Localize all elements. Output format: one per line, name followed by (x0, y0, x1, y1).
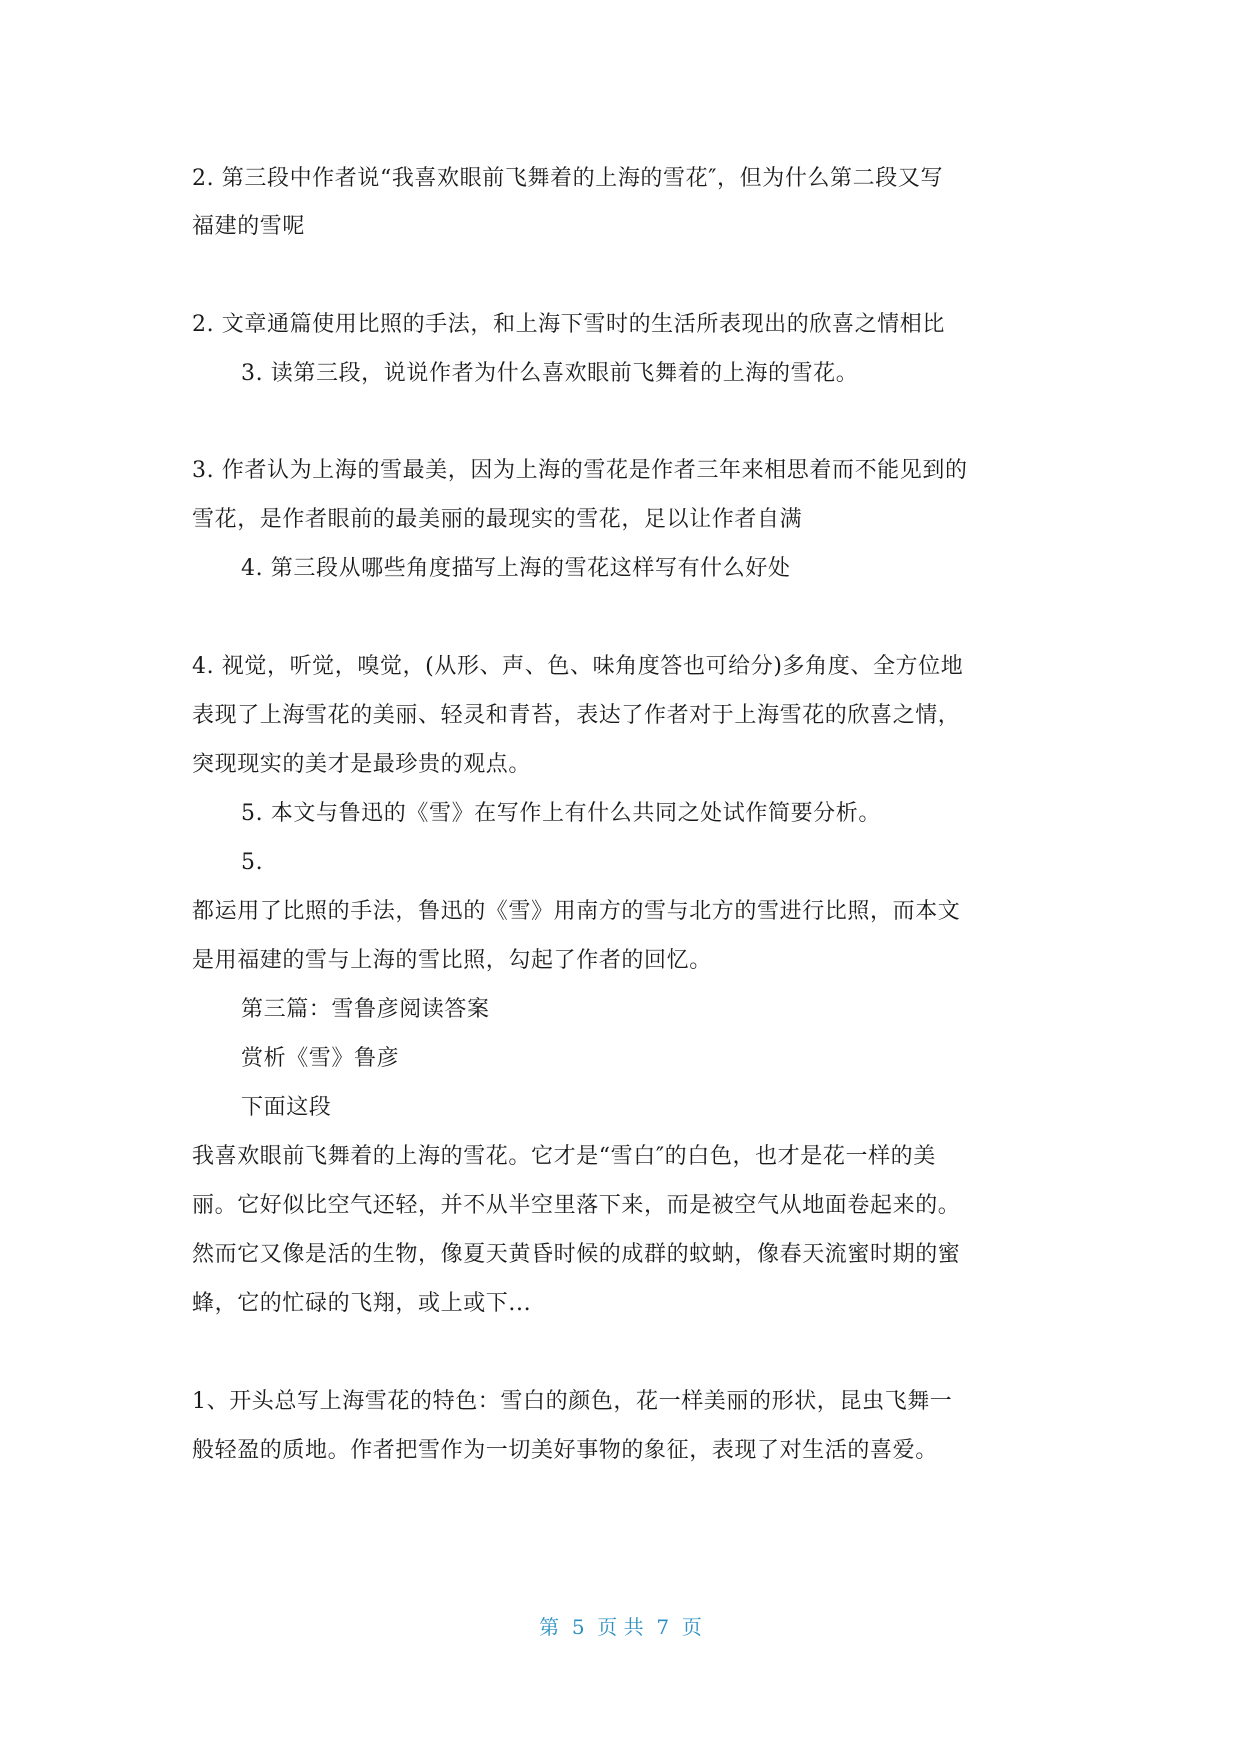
paragraph-line: 我喜欢眼前飞舞着的上海的雪花。它才是“雪白″的白色，也才是花一样的美 (192, 1144, 936, 1169)
paragraph-line: 表现了上海雪花的美丽、轻灵和青苔，表达了作者对于上海雪花的欣喜之情， (192, 703, 961, 728)
answer-number: 5. (241, 850, 264, 875)
paragraph-line: 福建的雪呢 (192, 214, 306, 239)
paragraph-line: 蜂，它的忙碌的飞翔，或上或下... (192, 1291, 532, 1316)
section-title: 第三篇：雪鲁彦阅读答案 (241, 997, 490, 1022)
paragraph-line: 4. 视觉，听觉，嗅觉，(从形、声、色、味角度答也可给分)多角度、全方位地 (192, 654, 964, 679)
paragraph-line: 2. 第三段中作者说“我喜欢眼前飞舞着的上海的雪花″，但为什么第二段又写 (192, 166, 944, 191)
paragraph-line: 都运用了比照的手法，鲁迅的《雪》用南方的雪与北方的雪进行比照，而本文 (192, 899, 961, 924)
paragraph-line: 然而它又像是活的生物，像夏天黄昏时候的成群的蚊蚋，像春天流蜜时期的蜜 (192, 1242, 961, 1267)
paragraph-line: 是用福建的雪与上海的雪比照，勾起了作者的回忆。 (192, 948, 712, 973)
question-line: 3. 读第三段，说说作者为什么喜欢眼前飞舞着的上海的雪花。 (241, 361, 859, 386)
paragraph-line: 丽。它好似比空气还轻，并不从半空里落下来，而是被空气从地面卷起来的。 (192, 1193, 961, 1218)
paragraph-line: 突现现实的美才是最珍贵的观点。 (192, 752, 532, 777)
section-subtitle: 赏析《雪》鲁彦 (241, 1046, 400, 1071)
page-footer: 第 5 页 共 7 页 (539, 1615, 702, 1639)
paragraph-line: 1、开头总写上海雪花的特色：雪白的颜色，花一样美丽的形状，昆虫飞舞一 (192, 1389, 953, 1414)
paragraph-line: 3. 作者认为上海的雪最美，因为上海的雪花是作者三年来相思着而不能见到的 (192, 458, 968, 483)
paragraph-line: 雪花，是作者眼前的最美丽的最现实的雪花，足以让作者自满 (192, 507, 803, 532)
paragraph-line: 下面这段 (241, 1095, 332, 1120)
question-line: 5. 本文与鲁迅的《雪》在写作上有什么共同之处试作简要分析。 (241, 801, 881, 826)
paragraph-line: 2. 文章通篇使用比照的手法，和上海下雪时的生活所表现出的欣喜之情相比 (192, 312, 945, 337)
question-line: 4. 第三段从哪些角度描写上海的雪花这样写有什么好处 (241, 556, 791, 581)
paragraph-line: 般轻盈的质地。作者把雪作为一切美好事物的象征，表现了对生活的喜爱。 (192, 1438, 938, 1463)
